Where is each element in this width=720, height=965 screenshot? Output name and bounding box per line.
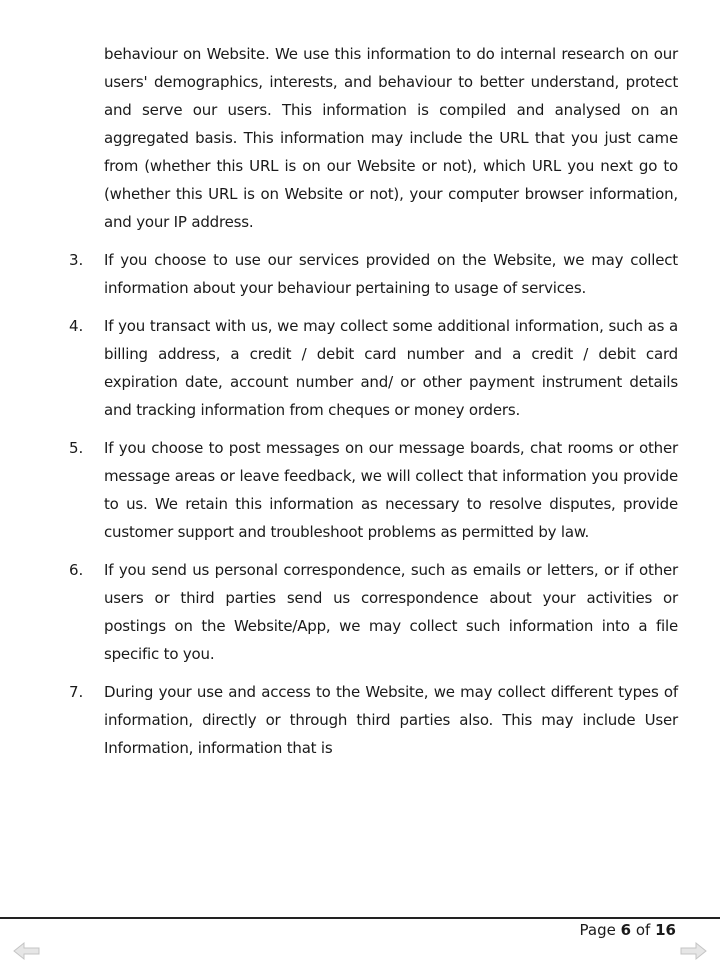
list-item-number: 7. — [69, 683, 84, 701]
list-item-number: 4. — [69, 317, 84, 335]
total-pages: 16 — [655, 921, 676, 939]
list-item — [0, 246, 720, 302]
list-item — [0, 556, 720, 668]
current-page: 6 — [620, 921, 632, 939]
list-item — [0, 434, 720, 546]
list-item — [0, 678, 720, 762]
prev-page-button[interactable] — [12, 941, 42, 961]
arrow-left-icon — [12, 941, 42, 961]
page-number — [580, 919, 676, 941]
list-item-text: During your use and access to the Website, we may collect different types of information, directly or through third parties also. This may include User Information, information that is — [104, 683, 678, 757]
page-label: Page — [579, 921, 616, 939]
list-item-number: 5. — [69, 439, 84, 457]
list-item-number: 6. — [69, 561, 84, 579]
list-item-text: If you choose to use our services provided on the Website, we may collect information about your behaviour pertaining to usage of services. — [104, 251, 678, 297]
list-item — [0, 312, 720, 424]
list-item-text: If you choose to post messages on our message boards, chat rooms or other message areas or leave feedback, we will collect that information you provide to us. We retain this information as necessary to resolve disputes, provide customer support and troubleshoot problems as permitted by law. — [104, 439, 678, 541]
intro-paragraph: behaviour on Website. We use this information to do internal research on our users' demographics, interests, and behaviour to better understand, protect and serve our users. This information is compiled and analysed on an aggregated basis. This information may include the URL that you just came from (whether this URL is on our Website or not), which URL you next go to (whether this URL is on Website or not), your computer browser information, and your IP address. — [104, 45, 678, 231]
list-item-text: If you transact with us, we may collect some additional information, such as a billing address, a credit / debit card number and a credit / debit card expiration date, account number and/ or other payment instrument details and tracking information from cheques or money orders. — [104, 317, 678, 419]
of-label: of — [635, 921, 651, 939]
next-page-button[interactable] — [678, 941, 708, 961]
arrow-right-icon — [678, 941, 708, 961]
list-item-text: If you send us personal correspondence, such as emails or letters, or if other users or third parties send us correspondence about your activities or postings on the Website/App, we may collect such information into a file specific to you. — [104, 561, 678, 663]
document-body — [0, 40, 720, 762]
list-item-number: 3. — [69, 251, 84, 269]
